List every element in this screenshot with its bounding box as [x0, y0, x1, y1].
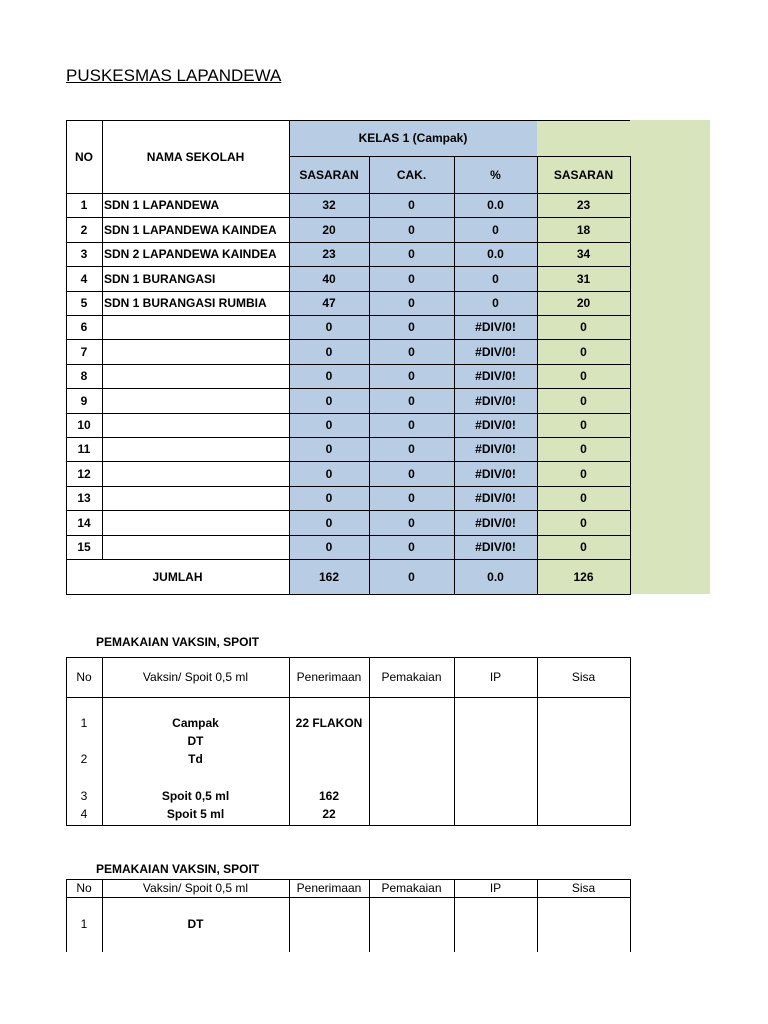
table3-col-line	[66, 879, 67, 952]
row-sasaran: 23	[322, 247, 336, 261]
table2-col-line	[630, 657, 631, 825]
row-cak: 0	[408, 515, 415, 530]
row-no: 13	[77, 491, 91, 505]
table2-row-penerimaan: 22 FLAKON	[295, 716, 363, 730]
header-percent: %	[490, 167, 501, 182]
row-nama-sekolah: SDN 1 BURANGASI RUMBIA	[104, 296, 267, 310]
table2-col-line	[537, 657, 538, 825]
row-sasaran: 20	[322, 222, 336, 237]
row-no: 2	[80, 222, 88, 237]
row-cak: 0	[408, 247, 415, 261]
table2-col-line	[66, 657, 67, 825]
col-line	[630, 156, 631, 595]
table3-header: Sisa	[571, 881, 596, 895]
row-percent: 0	[492, 271, 499, 286]
row-sasaran: 0	[325, 442, 333, 456]
table2-col-line	[369, 657, 370, 825]
row-line	[66, 437, 630, 438]
page-title: PUSKESMAS LAPANDEWA	[66, 66, 282, 85]
table2-row-item: Spoit 5 ml	[166, 807, 225, 821]
col-line	[102, 120, 103, 559]
row-percent: 0.0	[487, 247, 504, 261]
row-no: 9	[80, 393, 88, 408]
table2-row-no: 2	[80, 752, 88, 766]
row-line	[66, 559, 630, 560]
row-percent: 0	[492, 296, 499, 310]
row-cak: 0	[408, 491, 415, 505]
header-mid-line	[289, 156, 630, 157]
table2-row-item: DT	[187, 734, 204, 748]
table3-row-item: DT	[187, 917, 204, 931]
row-percent: #DIV/0!	[475, 442, 516, 456]
table2-row-no: 4	[80, 807, 88, 821]
row-sasaran-2: 0	[580, 515, 587, 530]
row-sasaran-2: 23	[576, 198, 591, 212]
row-sasaran: 0	[325, 320, 333, 334]
header-sasaran-2: SASARAN	[553, 167, 614, 182]
table3-col-line	[537, 879, 538, 952]
row-sasaran: 47	[322, 296, 336, 310]
row-no: 15	[77, 540, 91, 554]
row-nama-sekolah	[102, 486, 289, 510]
row-no: 8	[80, 369, 88, 383]
table3-header: Penerimaan	[296, 881, 362, 895]
row-cak: 0	[408, 442, 415, 456]
table2-header: Penerimaan	[296, 670, 362, 684]
row-sasaran-2: 0	[580, 393, 587, 408]
row-sasaran-2: 20	[576, 296, 591, 310]
table3-col-line	[454, 879, 455, 952]
total-cak: 0	[408, 569, 415, 584]
table3-header-line	[66, 897, 630, 898]
row-line	[66, 535, 630, 536]
col-line	[537, 156, 538, 594]
row-line	[66, 364, 630, 365]
table2-header: IP	[489, 670, 502, 684]
table1-top-border	[66, 120, 537, 121]
row-cak: 0	[408, 271, 415, 286]
row-sasaran-2: 0	[580, 320, 587, 334]
row-line	[66, 266, 630, 267]
row-nama-sekolah: SDN 1 LAPANDEWA KAINDEA	[104, 222, 277, 237]
total-sasaran: 162	[318, 569, 340, 584]
row-sasaran: 0	[325, 515, 333, 530]
row-nama-sekolah	[102, 339, 289, 364]
table2-top-border	[66, 657, 630, 658]
table2-col-line	[454, 657, 455, 825]
row-no: 14	[77, 515, 91, 530]
row-nama-sekolah	[102, 315, 289, 339]
table2-header: Vaksin/ Spoit 0,5 ml	[142, 670, 249, 684]
row-line	[66, 242, 630, 243]
table1-top-border	[537, 120, 630, 121]
section-subtitle: PEMAKAIAN VAKSIN, SPOIT	[96, 635, 260, 649]
row-cak: 0	[408, 466, 415, 481]
row-line	[66, 461, 630, 462]
row-sasaran: 0	[325, 369, 333, 383]
row-cak: 0	[408, 222, 415, 237]
row-sasaran-2: 0	[580, 540, 587, 554]
row-percent: 0	[492, 222, 499, 237]
row-no: 10	[77, 418, 91, 432]
row-sasaran-2: 0	[580, 466, 587, 481]
row-cak: 0	[408, 320, 415, 334]
row-nama-sekolah: SDN 1 BURANGASI	[104, 271, 216, 286]
table2-row-no	[66, 732, 102, 750]
table3-header: IP	[489, 881, 502, 895]
table2-row-no: 3	[80, 789, 88, 803]
table2-row-penerimaan: 162	[318, 789, 340, 803]
row-percent: #DIV/0!	[475, 466, 516, 481]
row-sasaran-2: 34	[576, 247, 591, 261]
table3-header: No	[76, 881, 92, 895]
table2-header: No	[76, 670, 92, 684]
row-cak: 0	[408, 344, 415, 359]
table2-header: Pemakaian	[381, 670, 442, 684]
row-percent: 0.0	[487, 198, 504, 212]
table3-header: Vaksin/ Spoit 0,5 ml	[142, 881, 249, 895]
row-no: 11	[77, 442, 91, 456]
row-cak: 0	[408, 393, 415, 408]
row-nama-sekolah	[102, 413, 289, 437]
table2-col-line	[102, 657, 103, 825]
row-nama-sekolah	[102, 535, 289, 559]
table2-row-penerimaan	[289, 732, 369, 750]
row-line	[66, 413, 630, 414]
row-line	[66, 388, 630, 389]
row-no: 12	[77, 466, 91, 481]
table2-row-penerimaan: 22	[322, 807, 336, 821]
row-line	[66, 510, 630, 511]
row-percent: #DIV/0!	[475, 418, 516, 432]
total-percent: 0.0	[487, 569, 504, 584]
row-sasaran: 40	[322, 271, 336, 286]
table1-bottom-border	[66, 594, 630, 595]
row-line	[66, 315, 630, 316]
header-nama-sekolah: NAMA SEKOLAH	[146, 149, 245, 164]
table3-col-line	[369, 879, 370, 952]
row-percent: #DIV/0!	[475, 540, 516, 554]
col-line	[454, 156, 455, 594]
row-sasaran: 0	[325, 466, 333, 481]
row-line	[66, 217, 630, 218]
row-cak: 0	[408, 198, 415, 212]
row-line	[66, 193, 630, 194]
header-kelas1: KELAS 1 (Campak)	[358, 131, 468, 145]
table3-col-line	[102, 879, 103, 952]
total-sasaran-2: 126	[573, 569, 594, 584]
row-nama-sekolah: SDN 1 LAPANDEWA	[104, 198, 220, 212]
row-sasaran-2: 31	[576, 271, 591, 286]
table2-header: Sisa	[571, 670, 596, 684]
row-nama-sekolah	[102, 364, 289, 388]
table2-col-line	[289, 657, 290, 825]
row-sasaran-2: 0	[580, 369, 587, 383]
table3-col-line	[630, 879, 631, 952]
row-no: 5	[80, 296, 88, 310]
table3-row-no: 1	[80, 917, 88, 931]
row-sasaran-2: 0	[580, 418, 587, 432]
row-percent: #DIV/0!	[475, 369, 516, 383]
row-line	[66, 339, 630, 340]
row-line	[66, 291, 630, 292]
row-nama-sekolah	[102, 437, 289, 461]
row-no: 7	[80, 344, 88, 359]
row-sasaran: 0	[325, 491, 333, 505]
table2-bottom-border	[66, 825, 631, 826]
row-no: 4	[80, 271, 88, 286]
row-sasaran-2: 0	[580, 442, 587, 456]
row-percent: #DIV/0!	[475, 393, 516, 408]
row-sasaran: 0	[325, 418, 333, 432]
row-sasaran-2: 0	[580, 344, 587, 359]
section-subtitle-2: PEMAKAIAN VAKSIN, SPOIT	[96, 862, 260, 876]
table2-header-line	[66, 697, 630, 698]
row-line	[66, 486, 630, 487]
total-label: JUMLAH	[152, 569, 203, 584]
row-cak: 0	[408, 418, 415, 432]
row-sasaran: 0	[325, 540, 333, 554]
table3-col-line	[289, 879, 290, 952]
table2-row-no: 1	[80, 716, 88, 730]
row-nama-sekolah	[102, 388, 289, 413]
row-cak: 0	[408, 540, 415, 554]
row-no: 6	[80, 320, 88, 334]
table2-row-item: Td	[188, 752, 203, 766]
row-no: 3	[80, 247, 88, 261]
row-nama-sekolah: SDN 2 LAPANDEWA KAINDEA	[104, 247, 277, 261]
row-sasaran-2: 0	[580, 491, 587, 505]
row-cak: 0	[408, 369, 415, 383]
header-sasaran: SASARAN	[299, 167, 359, 182]
row-percent: #DIV/0!	[475, 515, 516, 530]
row-no: 1	[80, 198, 88, 212]
row-sasaran: 0	[325, 393, 333, 408]
row-nama-sekolah	[102, 510, 289, 535]
row-percent: #DIV/0!	[475, 344, 516, 359]
table2-row-item: Campak	[172, 716, 219, 730]
table3-top-border	[66, 879, 630, 880]
row-sasaran: 0	[325, 344, 333, 359]
header-no: NO	[75, 149, 93, 164]
col-line	[289, 120, 290, 594]
row-nama-sekolah	[102, 461, 289, 486]
table2-row-item: Spoit 0,5 ml	[161, 789, 230, 803]
row-percent: #DIV/0!	[475, 491, 516, 505]
row-sasaran-2: 18	[576, 222, 591, 237]
table2-row-penerimaan	[289, 750, 369, 768]
col-line	[369, 156, 370, 594]
col-line	[66, 120, 67, 595]
table3-header: Pemakaian	[381, 881, 442, 895]
header-cak: CAK.	[396, 167, 427, 182]
row-sasaran: 32	[322, 198, 336, 212]
row-percent: #DIV/0!	[475, 320, 516, 334]
row-cak: 0	[408, 296, 415, 310]
